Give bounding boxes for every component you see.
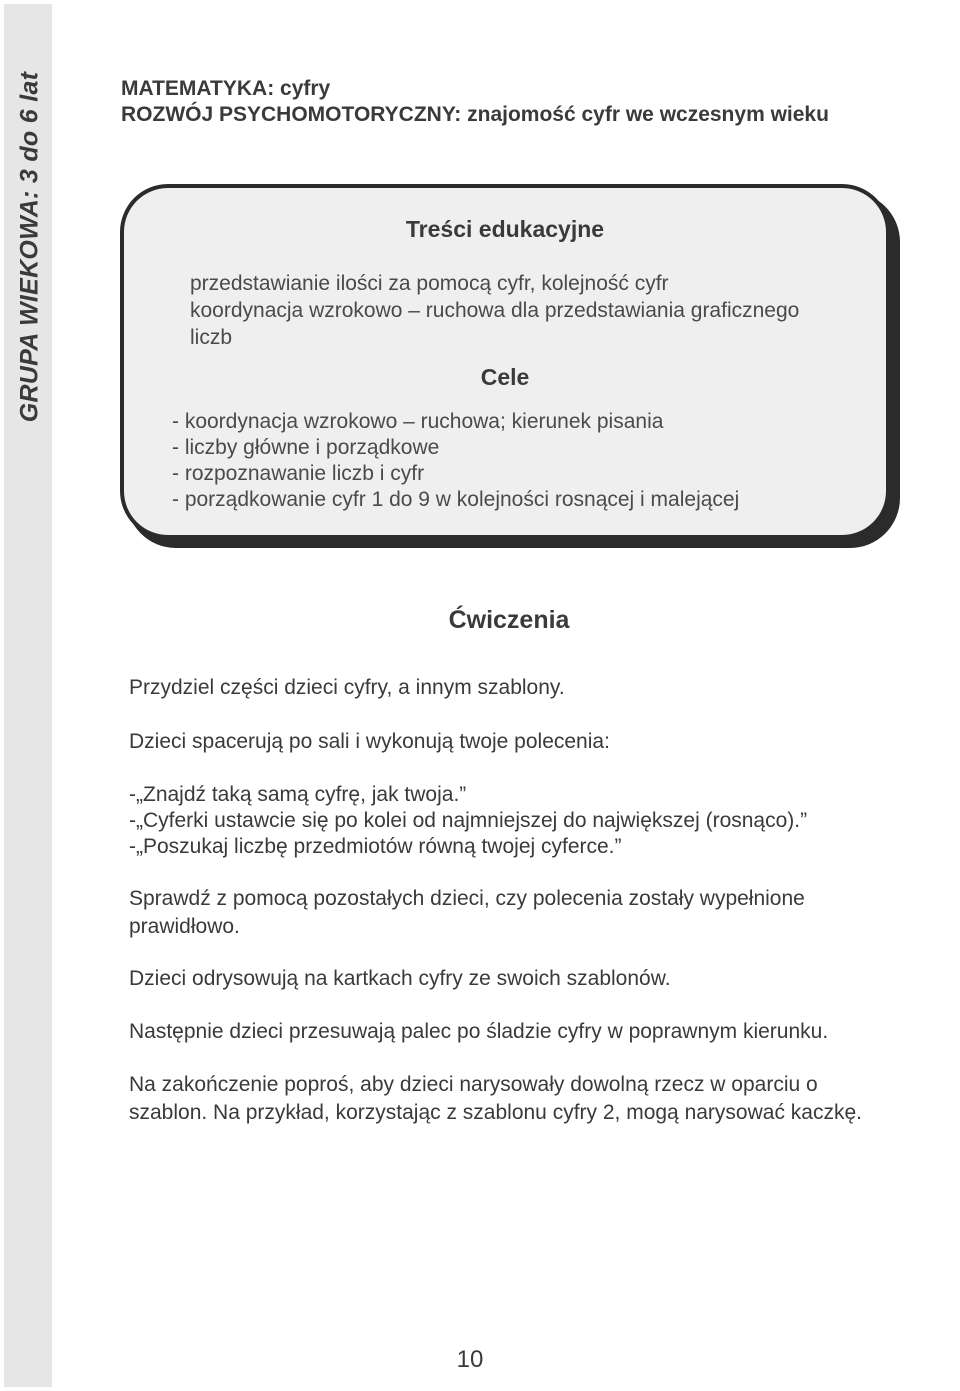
exercise-trace: Następnie dzieci przesuwają palec po śladzie cyfry w poprawnym kierunku. [129,1020,829,1043]
content-line: przedstawianie ilości za pomocą cyfr, kolejność cyfr [190,272,669,295]
content-line: liczb [190,326,233,349]
exercise-draw: Dzieci odrysowują na kartkach cyfry ze swoich szablonów. [129,967,671,990]
subject-title: MATEMATYKA: cyfry [121,77,331,100]
content-list [190,270,799,351]
exercise-intro: Przydziel części dzieci cyfry, a innym szablony. [129,676,565,699]
command-item: -„Znajdź taką samą cyfrę, jak twoja.” [129,783,467,806]
check-line: Sprawdź z pomocą pozostałych dzieci, czy polecenia zostały wypełnione [129,887,805,910]
goal-item: - koordynacja wzrokowo – ruchowa; kierunek pisania [172,410,664,433]
goals-heading: Cele [480,364,530,390]
command-list [129,782,807,860]
content-line: koordynacja wzrokowo – ruchowa dla przedstawiania graficznego [190,299,800,322]
goal-item: - liczby główne i porządkowe [172,436,440,459]
lesson-header [121,76,829,128]
command-item: -„Poszukaj liczbę przedmiotów równą twojej cyferce.” [129,835,622,858]
final-line: Na zakończenie poproś, aby dzieci narysowały dowolną rzecz w oparciu o [129,1073,818,1096]
goal-item: - rozpoznawanie liczb i cyfr [172,462,425,485]
final-line: szablon. Na przykład, korzystając z szablonu cyfry 2, mogą narysować kaczkę. [129,1101,862,1124]
development-area-title: ROZWÓJ PSYCHOMOTORYCZNY: znajomość cyfr we wczesnym wieku [121,103,829,126]
content-heading: Treści edukacyjne [405,216,605,242]
exercises-title: Ćwiczenia [448,606,570,634]
exercise-walk: Dzieci spacerują po sali i wykonują twoje polecenia: [129,730,610,753]
check-line: prawidłowo. [129,915,240,938]
age-group-label: GRUPA WIEKOWA: 3 do 6 lat [15,71,44,423]
goal-item: - porządkowanie cyfr 1 do 9 w kolejności rosnącej i malejącej [172,488,740,511]
goals-list [172,409,739,513]
education-panel [120,184,890,539]
command-item: -„Cyferki ustawcie się po kolei od najmniejszej do największej (rosnąco).” [129,809,808,832]
exercise-check [129,885,805,941]
page-number: 10 [456,1346,484,1373]
exercise-final [129,1071,862,1127]
